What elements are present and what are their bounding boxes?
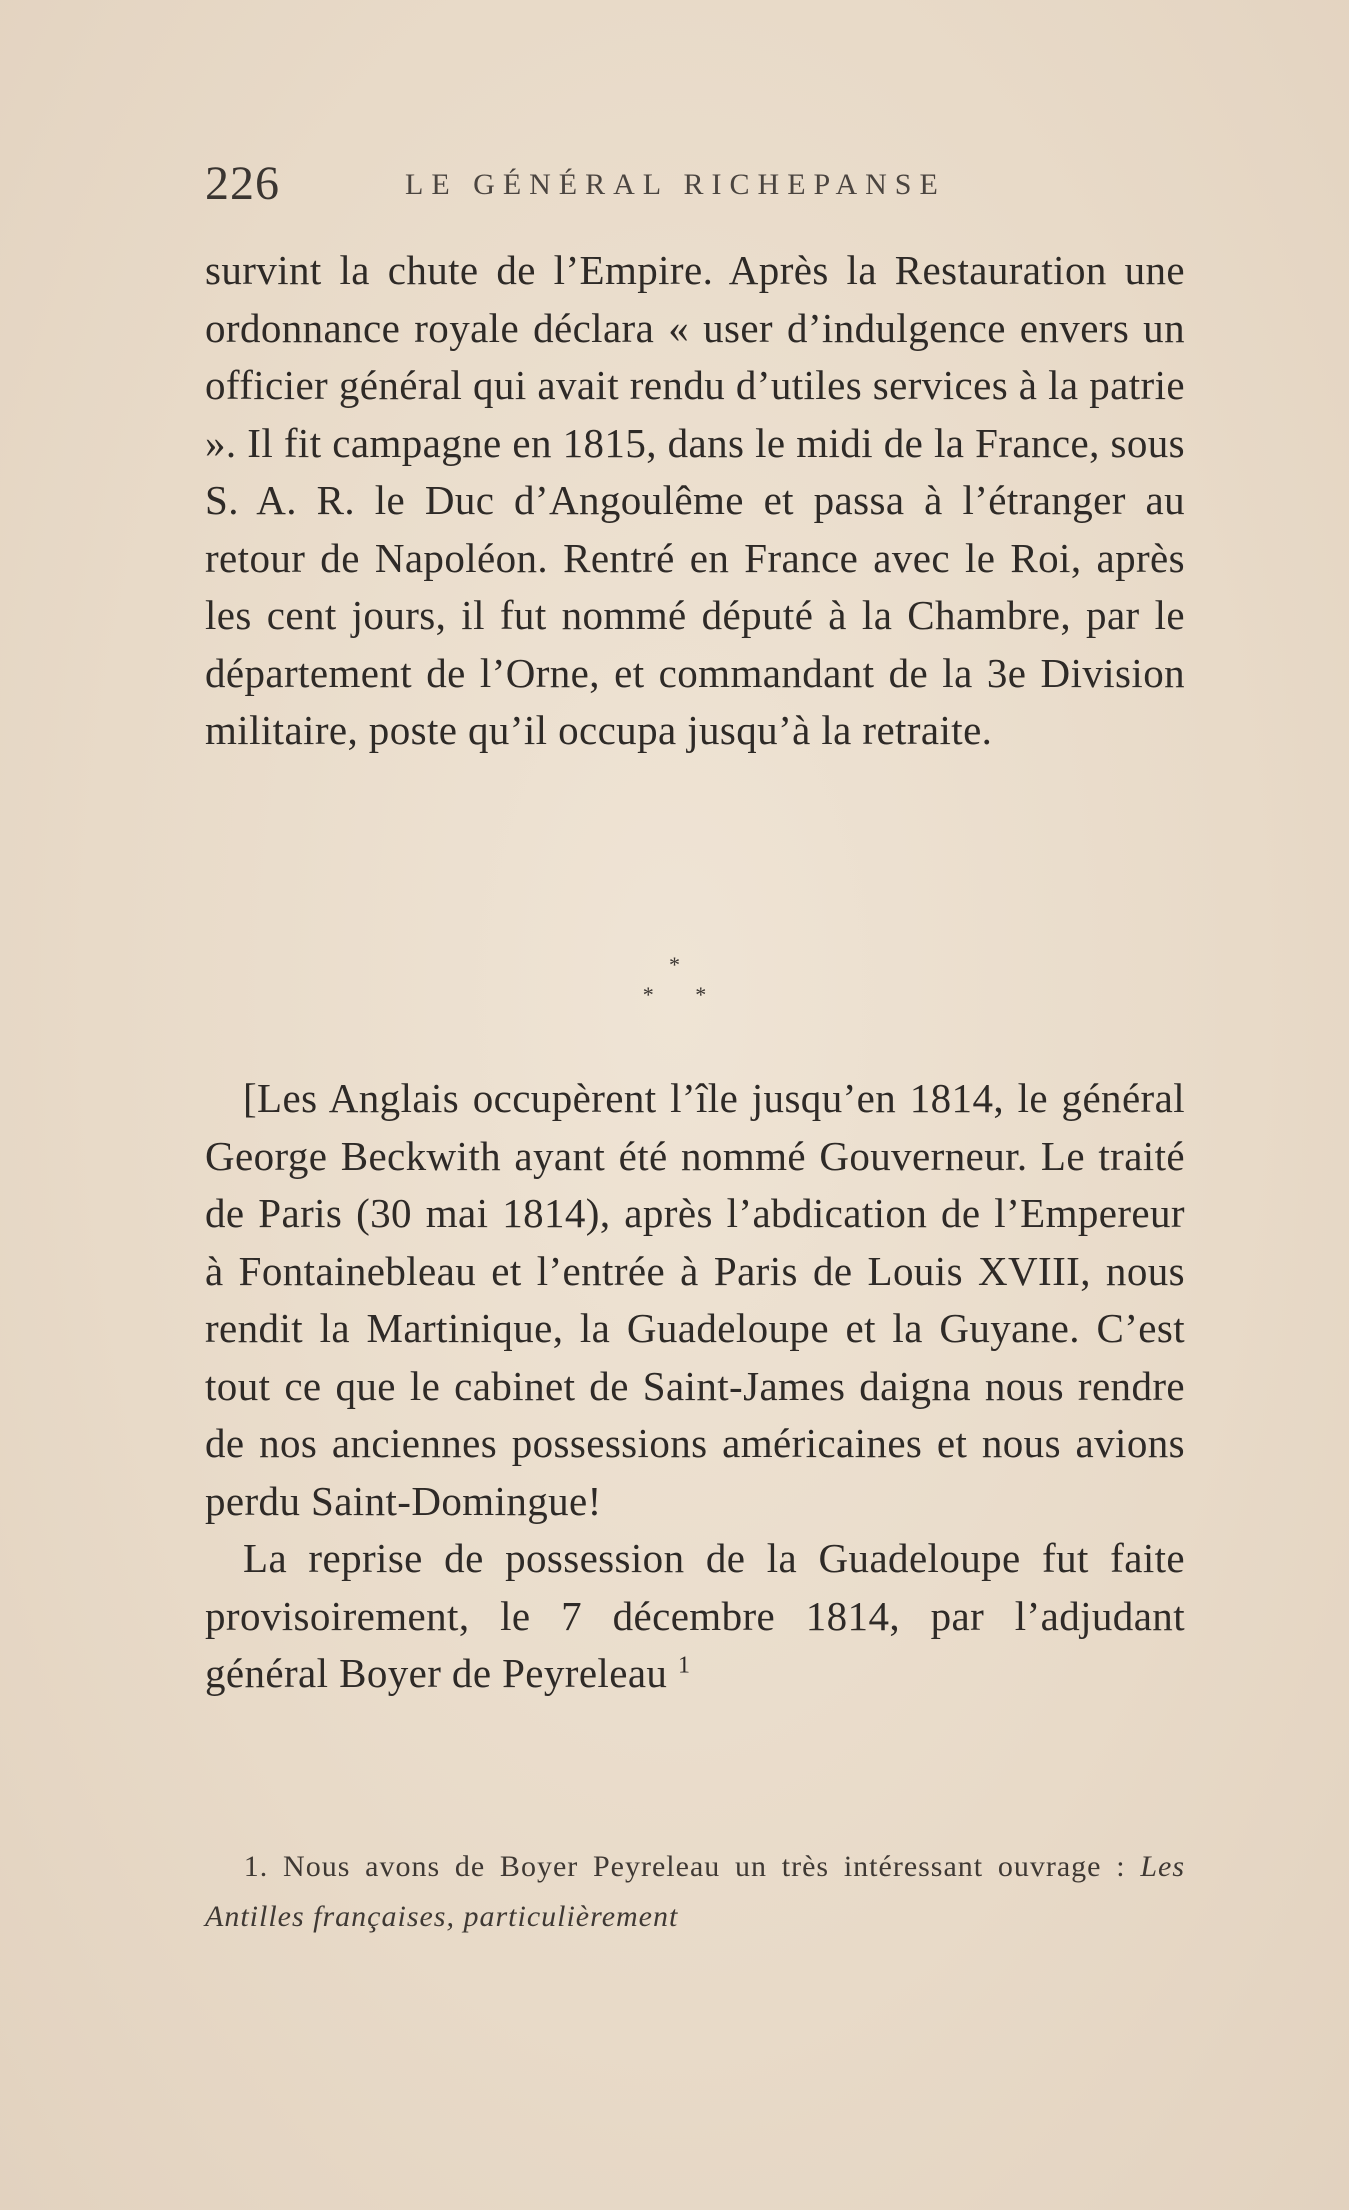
paragraph-guadeloupe [205, 1530, 1185, 1703]
running-title: LE GÉNÉRAL RICHEPANSE [405, 168, 946, 201]
paragraph-english-occupation: [Les Anglais occupèrent l’île jusqu’en 1814, le général George Beckwith ayant été nommé Gouverneur. Le traité de Paris (30 mai 1814), après l’abdication de l’Empereur à Fontainebleau et l’entrée à Paris de Louis XVIII, nous rendit la Martinique, la Guadeloupe et la Guyane. C’est tout ce que le cabinet de Saint-James daigna nous rendre de nos anciennes possessions américaines et nous avions perdu Saint-Domingue! [205, 1075, 1185, 1524]
footnote-italic-title: Les Antilles françaises, particulièrement [205, 1850, 1186, 1933]
running-head [205, 150, 1185, 220]
footnote [205, 1842, 1185, 1942]
text-block-1 [205, 242, 1185, 760]
paragraph-continuation: survint la chute de l’Empire. Après la Restauration une ordonnance royale déclara « user d’indulgence envers un officier général qui avait rendu d’utiles services à la patrie ». Il fit campagne en 1815, dans le midi de la France, sous S. A. R. le Duc d’Angoulême et passa à l’étranger au retour de Napoléon. Rentré en France avec le Roi, après les cent jours, il fut nommé député à la Chambre, par le département de l’Orne, et commandant de la 3e Division militaire, poste qu’il occupa jusqu’à la retraite. [205, 247, 1185, 753]
asterism-bottom: * * [642, 982, 725, 1007]
asterism-top: * [669, 952, 680, 977]
asterism-separator [0, 950, 1349, 1020]
footnote-text: Nous avons de Boyer Peyreleau un très intéressant ouvrage : [283, 1850, 1126, 1883]
page-number: 226 [205, 157, 280, 210]
footnote-marker: 1 [677, 1652, 691, 1679]
text-block-2 [205, 1070, 1185, 1703]
footnote-number: 1. [243, 1850, 269, 1883]
paragraph-guadeloupe-text: La reprise de possession de la Guadeloupe fut faite provisoirement, le 7 décembre 1814, par l’adjudant général Boyer de Peyreleau [205, 1535, 1185, 1696]
